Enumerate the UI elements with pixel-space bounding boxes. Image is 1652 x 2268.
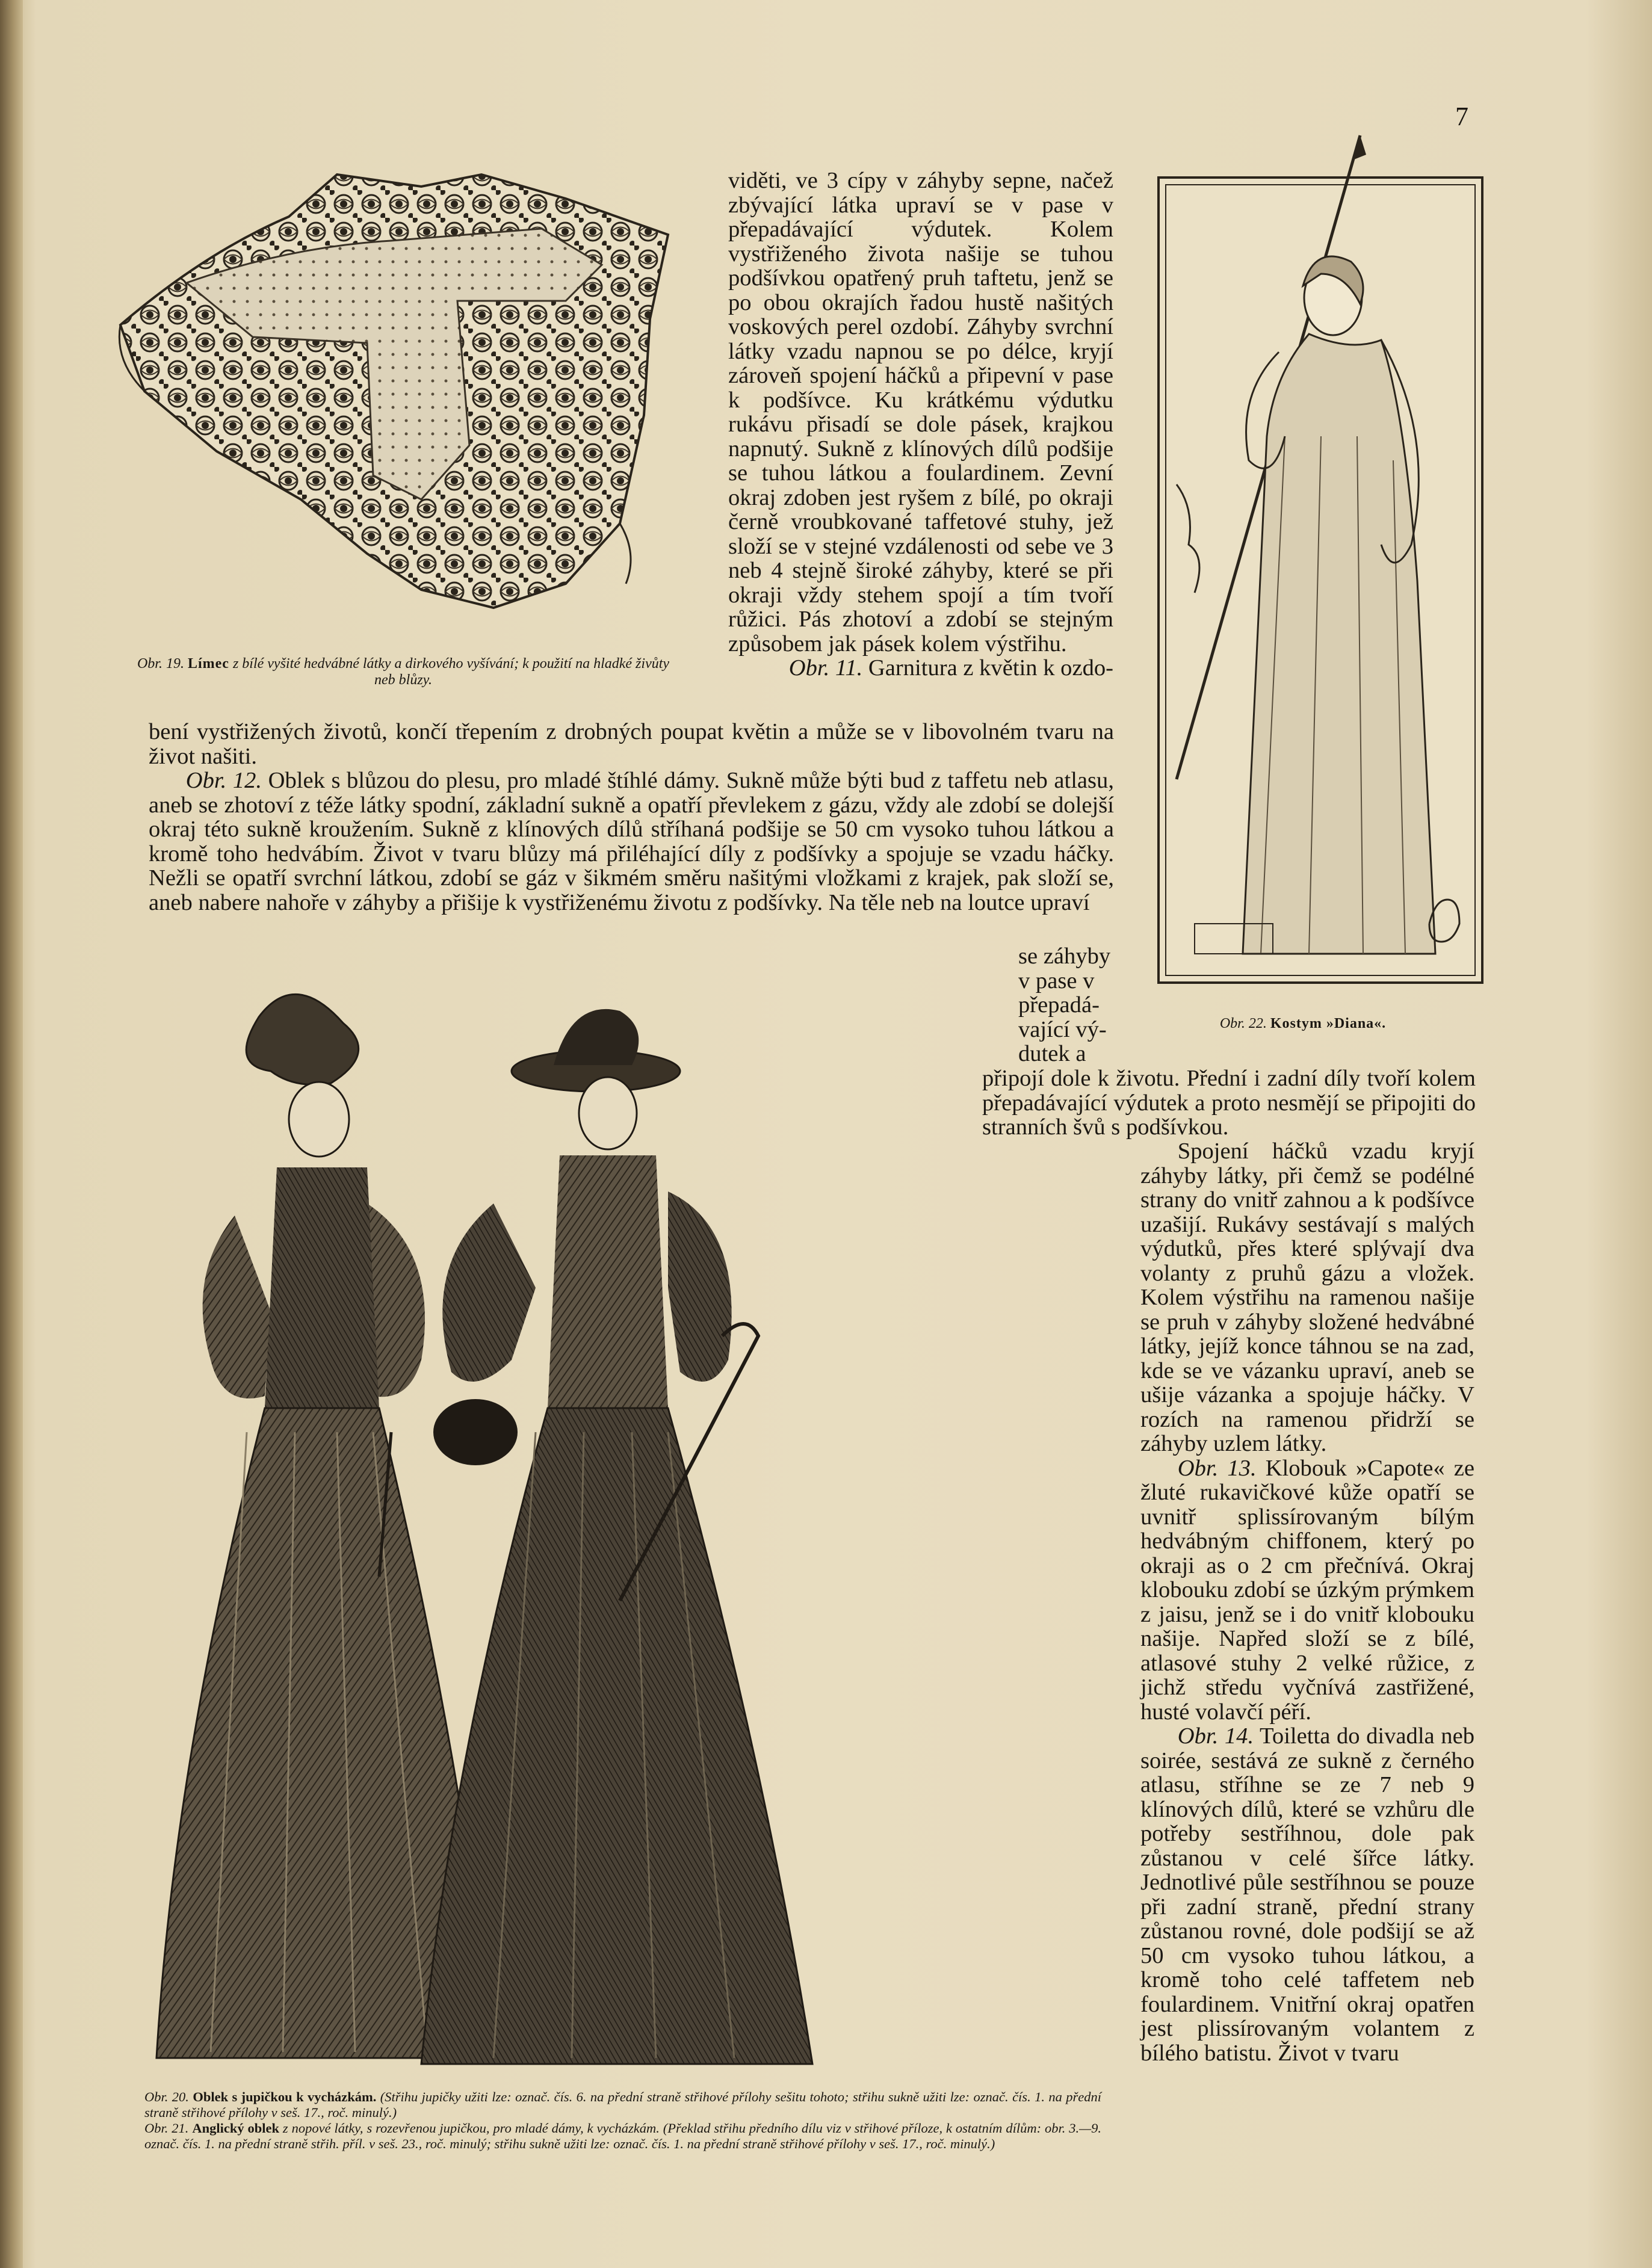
figure-22-title: Kostym »Diana«. xyxy=(1270,1016,1387,1031)
narrow-line: se záhyby xyxy=(1018,944,1111,969)
narrow-line: dutek a xyxy=(1018,1041,1086,1066)
paragraph-obr13 xyxy=(1140,1456,1474,1725)
diana-costume-illustration xyxy=(1152,123,1490,990)
figure-20-description: (Střihu jupičky užiti lze: označ. čís. 6. na přední straně střihové přílohy sešitu tohoto; střihu sukně užiti lze: označ. čís. 1. na přední straně střihové přílohy v seš. 17., roč. minulý.) xyxy=(144,2089,1102,2120)
paragraph-obr11-start xyxy=(728,656,1113,681)
figure-19-title: Límec xyxy=(187,656,229,672)
obr14-text: Toiletta do divadla neb soirée, sestává ze sukně z černého atlasu, stříhne se ze 7 neb 9 klínových dílů, které se vzhůru dle potřeby sestříhnou, dole pak zůstanou v celé šířce látky. Jednotlivé půle sestříhnou se pouze při zadní straně, přední strany zůstanou rovné, dole podšijí se až 50 cm vysoko tuhou látkou, a kromě toho celé taffetem neb foulardinem. Vnitřní okraj opatřen jest plissírovaným volantem z bílého batistu. Život v tvaru xyxy=(1140,1723,1474,2066)
page-number: 7 xyxy=(1455,102,1468,131)
obr11-start-text: Garnitura z květin k ozdo- xyxy=(868,655,1113,681)
narrow-line: v pase v xyxy=(1018,968,1095,993)
narrow-line: vající vý- xyxy=(1018,1016,1107,1042)
book-binding xyxy=(0,0,23,2268)
narrow-line: přepadá- xyxy=(1018,992,1100,1018)
lace-collar-illustration xyxy=(108,162,674,626)
paragraph-obr14 xyxy=(1140,1724,1474,2065)
figure-21-number: Obr. 21. xyxy=(144,2121,189,2136)
paragraph-mid: připojí dole k životu. Přední i zadní díly tvoří kolem přepadávající výdutek a proto nesmějí se připojiti do stranních švů s podšívkou. xyxy=(982,1066,1476,1140)
figure-19-description: z bílé vyšité hedvábné látky a dirkového vyšívání; k použití na hladké živůty neb blůzy. xyxy=(232,656,670,688)
figure-20-21-caption xyxy=(144,2089,1101,2152)
figure-19-number: Obr. 19. xyxy=(137,656,184,672)
figure-21-description: z nopové látky, s rozevřenou jupičkou, pro mladé dámy, k vycházkám. (Překlad střihu předního dílu viz v střihové příloze, k ostatním dílům: obr. 3.—9. označ. čís. 1. na přední straně střih. příl. v seš. 23., roč. minulý; střihu sukně užiti lze: označ. čís. 1. na přední straně střihové přílohy v seš. 17., roč. minulý.) xyxy=(144,2121,1102,2151)
obr12-label: Obr. 12. xyxy=(185,768,262,793)
body-wide-text xyxy=(149,720,1114,915)
figure-20-title: Oblek s jupičkou k vycházkám. xyxy=(193,2089,377,2104)
walking-dresses-illustration xyxy=(138,975,1131,2094)
paragraph-continued: viděti, ve 3 cípy v záhyby sepne, načež zbývající látka upraví se v pase v přepadávající výdutek. Kolem vystřiženého života našije se tuhou podšívkou opatřený pruh taftetu, jenž se po obou okrajích řadou hustě našitých voskových perel ozdobí. Záhyby svrchní látky vzadu napnou se po délce, kryjí zároveň spojení háčků a připevní v pase k podšívce. Ku krátkému výdutku rukávu přisadí se dole pásek, krajkou napnutý. Sukně z klínových dílů podšije se tuhou látkou a foulardinem. Zevní okraj zdoben jest ryšem z bílé, po okraji černě vroubkované taffetové stuhy, jež složí se v stejné vzdálenosti od sebe ve 3 neb 4 stejně široké záhyby, které se při okraji vždy stehem spojí a tím tvoří růžici. Pás zhotoví a zdobí se stejným způsobem jak pásek kolem výstřihu. xyxy=(728,168,1113,657)
column-top-text xyxy=(728,168,1113,681)
obr12-text: Oblek s blůzou do plesu, pro mladé štíhlé dámy. Sukně může býti bud z taffetu neb atlasu, aneb se zhotoví z téže látky spodní, základní sukně a opatří převlekem z gázu, vždy ale zdobí se dolejší okraj této sukně kroužením. Sukně z klínových dílů stříhaná podšije se 50 cm vysoko tuhou látkou a kromě toho hedvábím. Život v tvaru blůzy má přiléhající díly z podšívky a spojuje se vzadu háčky. Nežli se opatří svrchní látkou, zdobí se gáz v šikmém směru našitými vložkami z krajek, pak složí se, aneb nabere nahoře v záhyby a přišije k vystřiženému životu z podšívky. Na těle neb na loutce upraví xyxy=(149,768,1114,915)
obr11-label: Obr. 11. xyxy=(788,655,863,681)
obr13-label: Obr. 13. xyxy=(1177,1455,1257,1481)
obr14-label: Obr. 14. xyxy=(1177,1723,1254,1749)
figure-21-title: Anglický oblek xyxy=(192,2121,280,2136)
figure-22-caption xyxy=(1152,1016,1453,1032)
paragraph-obr12 xyxy=(149,768,1114,915)
figure-20-number: Obr. 20. xyxy=(144,2089,189,2104)
obr13-text: Klobouk »Capote« ze žluté rukavičkové kůže opatří se uvnitř splissírovaným bílým hedvábným chiffonem, který po okraji as o 2 cm přečnívá. Okraj klobouku zdobí se úzkým prýmkem z jaisu, jenž se i do vnitř klobouku našije. Napřed složí se z bílé, atlasové stuhy 2 velké růžice, z jichž středu vyčnívá zastřižené, husté volavčí péří. xyxy=(1140,1455,1475,1725)
figure-22-number: Obr. 22. xyxy=(1219,1016,1267,1031)
paragraph-right-continued: Spojení háčků vzadu kryjí záhyby látky, při čemž se podélné strany do vnitř zahnou a k podšívce uzašijí. Rukávy sestávají s malých výdutků, přes které splývají dva volanty z pruhů gázu a vložek. Kolem výstřihu na ramenou našije se pruh v záhyby složené hedvábné látky, jejíž konce táhnou se na zad, kde se ve vázanku upraví, aneb se ušije vázanka a spojuje háčky. V rozích na ramenou přidrží se záhyby uzlem látky. xyxy=(1140,1139,1474,1456)
paragraph-obr11-rest: bení vystřižených životů, končí třepením z drobných poupat květin a může se v libovolném tvaru na život našiti. xyxy=(149,719,1114,769)
figure-19-caption xyxy=(129,656,677,688)
right-column-text xyxy=(1140,1139,1474,2065)
